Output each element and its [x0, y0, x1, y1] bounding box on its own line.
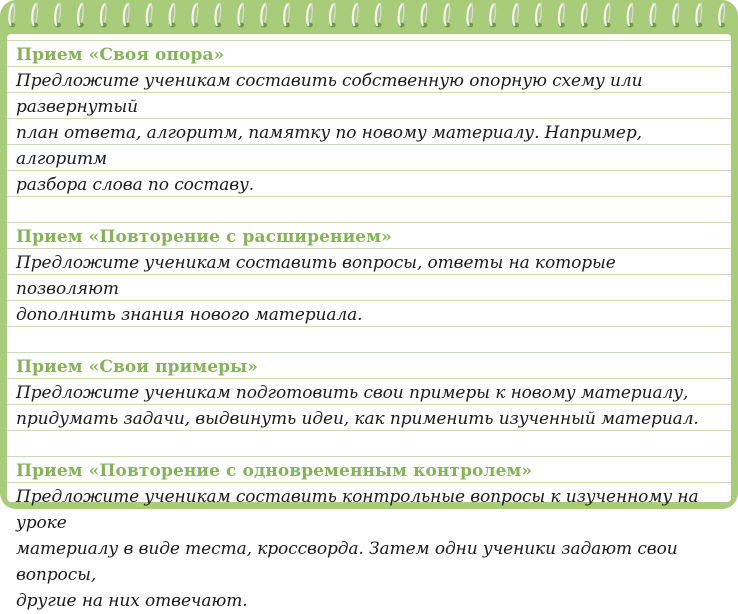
- spiral-ring: [100, 4, 106, 27]
- spiral-ring: [329, 4, 335, 27]
- notebook-page: [7, 34, 731, 611]
- spiral-ring: [696, 4, 702, 27]
- technique-line: дополнить знания нового материала.: [16, 305, 363, 325]
- spiral-ring: [9, 4, 15, 27]
- spiral-ring: [719, 4, 725, 27]
- spiral-ring: [673, 4, 679, 27]
- technique-repetition-expansion: [16, 224, 716, 328]
- spiral-binding: [0, 0, 738, 34]
- technique-line: материалу в виде теста, кроссворда. Затем одни ученики задают свои вопросы,: [16, 539, 678, 585]
- spiral-ring: [261, 4, 267, 27]
- spiral-ring: [192, 4, 198, 27]
- technique-line: Предложите ученикам составить контрольные вопросы к изученному на уроке: [16, 487, 699, 533]
- technique-repetition-control: [16, 458, 716, 614]
- spiral-ring: [32, 4, 38, 27]
- spiral-ring: [444, 4, 450, 27]
- technique-own-examples: [16, 354, 716, 432]
- spiral-ring: [558, 4, 564, 27]
- technique-line: Предложите ученикам подготовить свои примеры к новому материалу,: [16, 383, 689, 403]
- spiral-ring: [398, 4, 404, 27]
- technique-line: другие на них отвечают.: [16, 591, 248, 611]
- spiral-ring: [513, 4, 519, 27]
- technique-line: разбора слова по составу.: [16, 175, 255, 195]
- spiral-ring: [536, 4, 542, 27]
- spiral-ring: [307, 4, 313, 27]
- spiral-ring: [650, 4, 656, 27]
- technique-line: придумать задачи, выдвинуть идеи, как применить изученный материал.: [16, 409, 699, 429]
- technique-own-support: [16, 42, 716, 198]
- spiral-ring: [627, 4, 633, 27]
- spiral-ring: [146, 4, 152, 27]
- spiral-ring: [604, 4, 610, 27]
- spiral-ring: [490, 4, 496, 27]
- spiral-ring: [352, 4, 358, 27]
- spiral-ring: [123, 4, 129, 27]
- technique-line: Предложите ученикам составить собственную опорную схему или развернутый: [16, 71, 643, 117]
- technique-title: Прием «Повторение с расширением»: [16, 227, 392, 247]
- technique-line: Предложите ученикам составить вопросы, ответы на которые позволяют: [16, 253, 616, 299]
- technique-title: Прием «Повторение с одновременным контролем»: [16, 461, 533, 481]
- technique-title: Прием «Свои примеры»: [16, 357, 258, 377]
- technique-title: Прием «Своя опора»: [16, 45, 225, 65]
- spiral-ring: [421, 4, 427, 27]
- page-content: [16, 42, 716, 614]
- spiral-ring: [169, 4, 175, 27]
- spiral-ring: [78, 4, 84, 27]
- spiral-ring: [467, 4, 473, 27]
- spiral-ring: [284, 4, 290, 27]
- spiral-ring: [375, 4, 381, 27]
- technique-line: план ответа, алгоритм, памятку по новому материалу. Например, алгоритм: [16, 123, 642, 169]
- spiral-ring: [238, 4, 244, 27]
- spiral-ring: [581, 4, 587, 27]
- spiral-ring: [215, 4, 221, 27]
- spiral-ring: [55, 4, 61, 27]
